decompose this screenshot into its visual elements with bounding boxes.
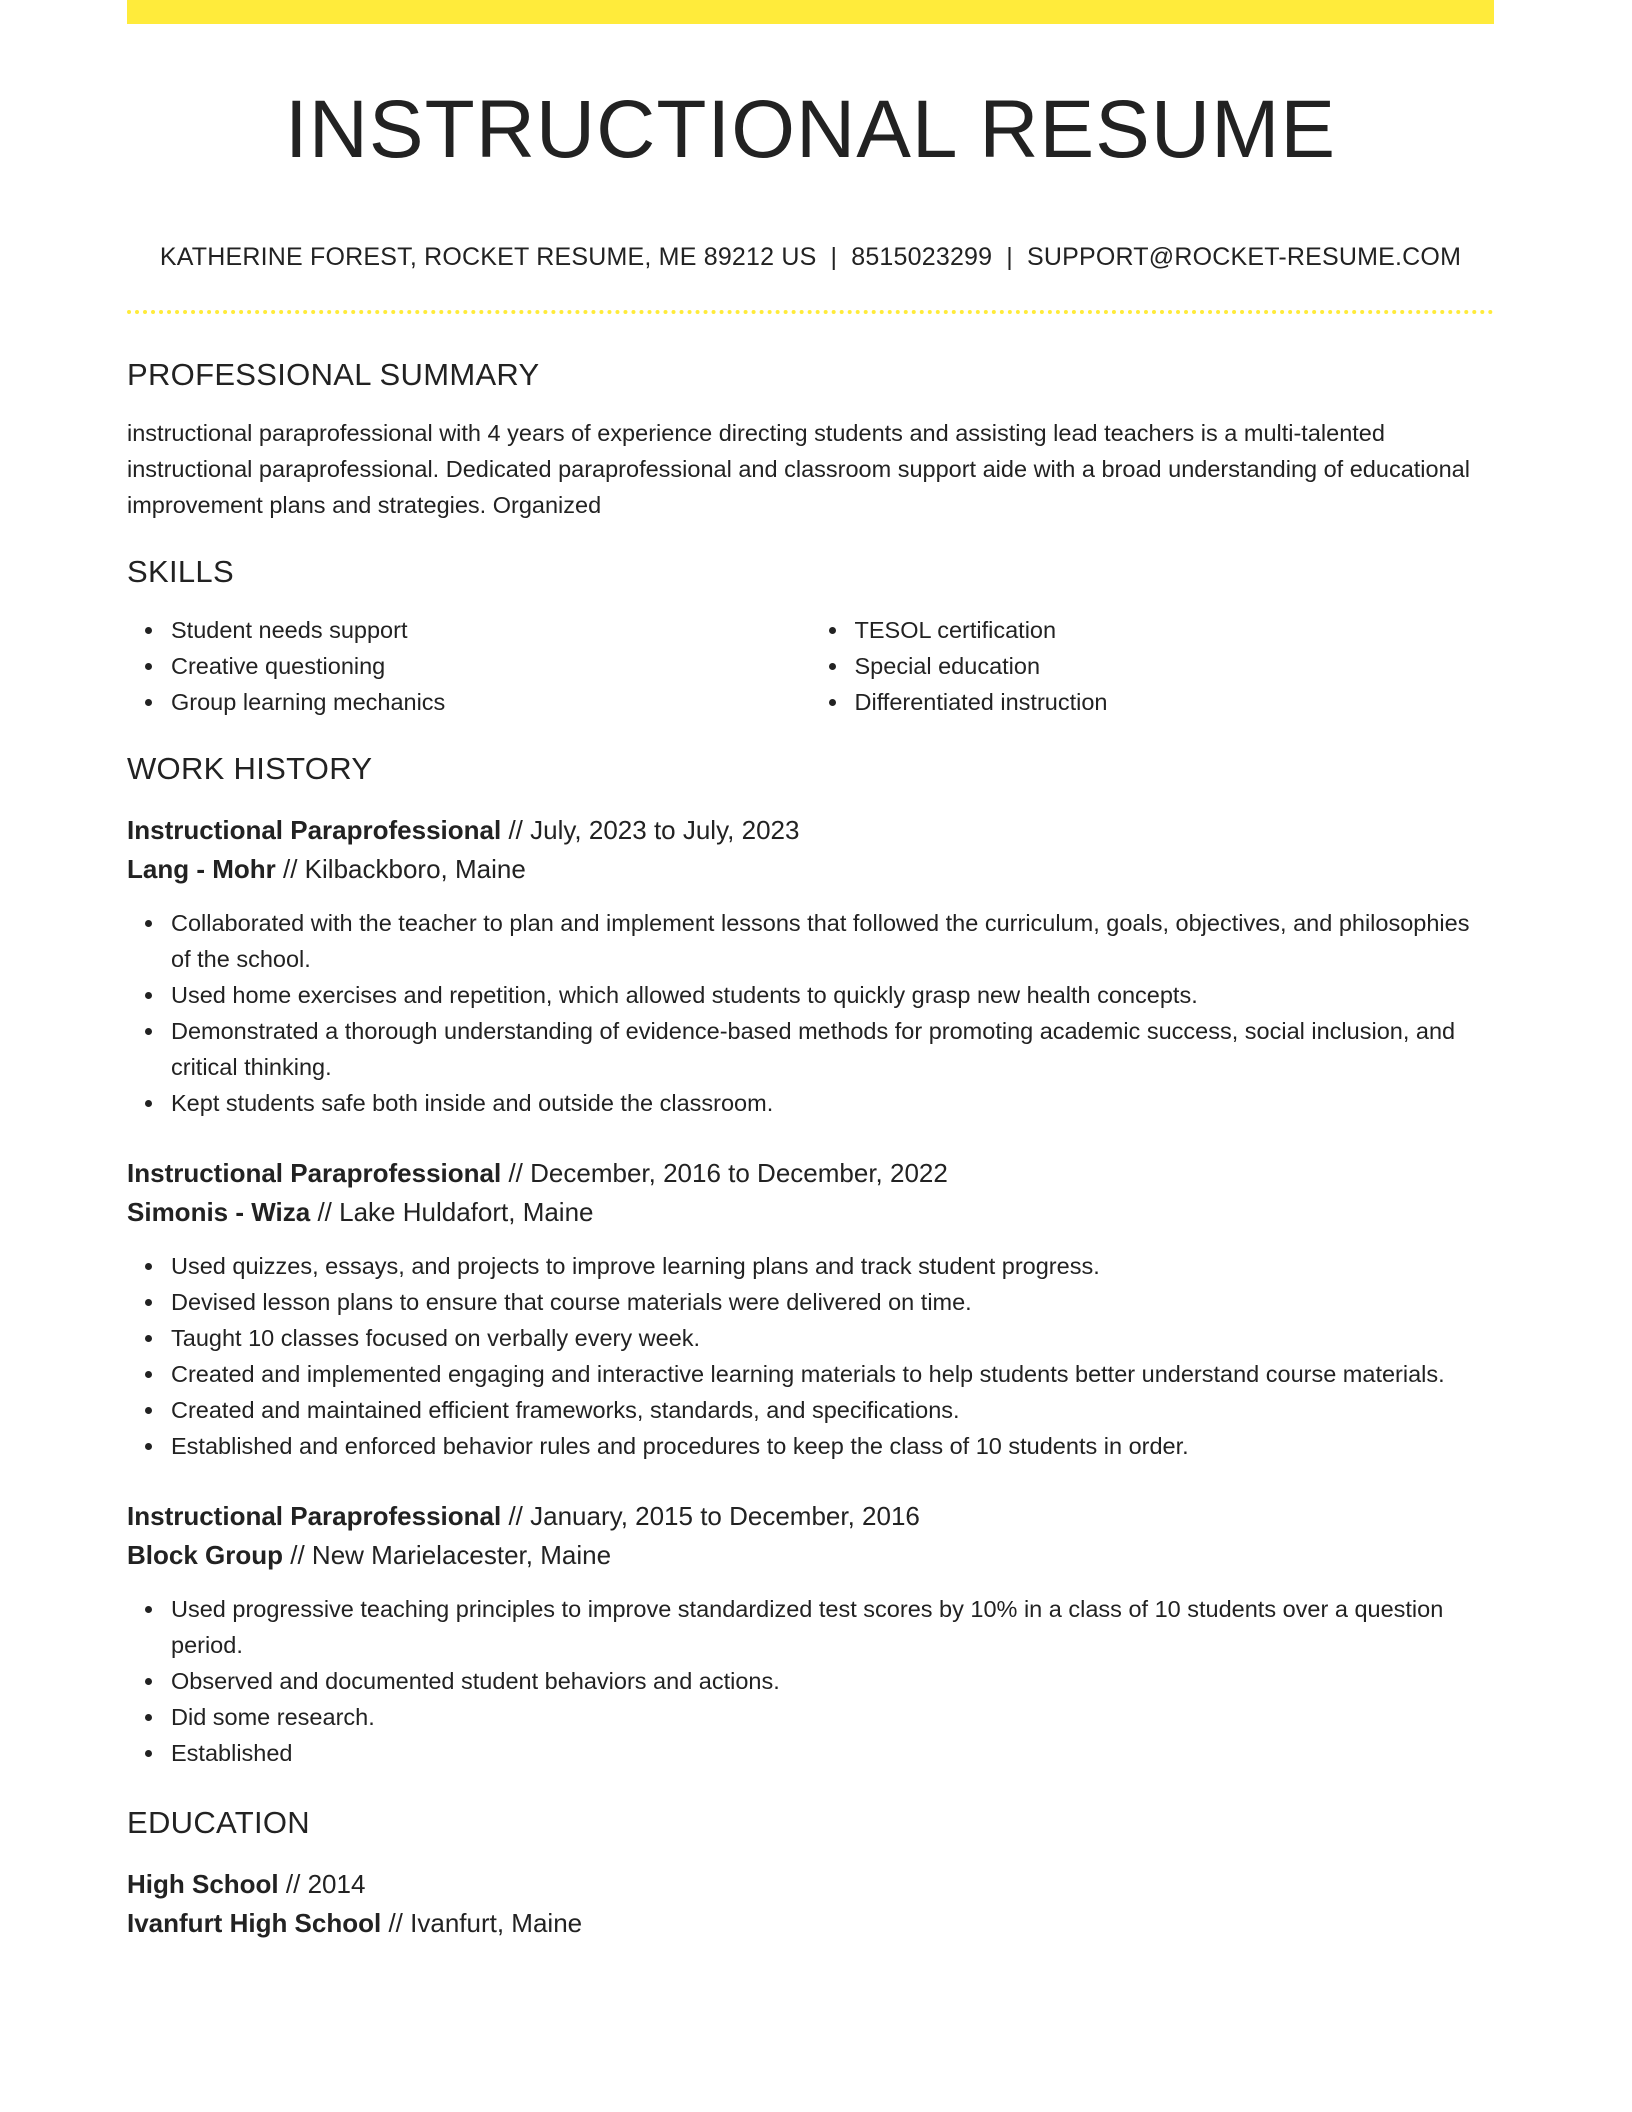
education-location: Ivanfurt, Maine xyxy=(410,1908,583,1938)
job-bullets xyxy=(127,905,1494,1121)
job-company: Block Group xyxy=(127,1540,284,1570)
field-separator: // xyxy=(310,1197,340,1227)
skills-heading: SKILLS xyxy=(127,554,234,589)
job-company-line xyxy=(127,850,1494,889)
job-bullet: Demonstrated a thorough understanding of evidence-based methods for promoting academic success, social inclusion, and critical thinking. xyxy=(171,1013,1494,1085)
job-entry xyxy=(127,1497,1494,1771)
resume-page xyxy=(127,0,1494,1943)
job-bullet: Used progressive teaching principles to improve standardized test scores by 10% in a class of 10 students over a question period. xyxy=(171,1591,1494,1663)
job-title-line xyxy=(127,1154,1494,1193)
job-title-line xyxy=(127,1497,1494,1536)
field-separator: // xyxy=(501,1501,531,1531)
contact-email: SUPPORT@ROCKET-RESUME.COM xyxy=(1026,243,1462,271)
skill-item: Student needs support xyxy=(171,612,811,648)
field-separator: // xyxy=(501,1158,531,1188)
job-bullet: Taught 10 classes focused on verbally every week. xyxy=(171,1320,1494,1356)
skill-item: Special education xyxy=(855,648,1495,684)
contact-separator: | xyxy=(1006,243,1013,271)
job-company: Simonis - Wiza xyxy=(127,1197,311,1227)
job-bullet: Collaborated with the teacher to plan and implement lessons that followed the curriculum, goals, objectives, and philosophies of the school. xyxy=(171,905,1494,977)
job-entry xyxy=(127,811,1494,1121)
accent-top-bar xyxy=(127,0,1494,24)
job-location: Kilbackboro, Maine xyxy=(304,854,526,884)
job-title: Instructional Paraprofessional xyxy=(127,1158,502,1188)
skills-grid xyxy=(127,612,1494,720)
job-bullets xyxy=(127,1248,1494,1464)
education-degree-line xyxy=(127,1865,1494,1904)
job-dates: January, 2015 to December, 2016 xyxy=(530,1501,920,1531)
contact-phone: 8515023299 xyxy=(851,243,993,271)
skill-item: Differentiated instruction xyxy=(855,684,1495,720)
summary-heading: PROFESSIONAL SUMMARY xyxy=(127,357,540,392)
job-location: New Marielacester, Maine xyxy=(311,1540,612,1570)
job-bullet: Created and implemented engaging and interactive learning materials to help students better understand course materials. xyxy=(171,1356,1494,1392)
contact-line xyxy=(127,242,1494,272)
skills-column-right xyxy=(811,612,1495,720)
field-separator: // xyxy=(381,1908,411,1938)
job-dates: July, 2023 to July, 2023 xyxy=(530,815,800,845)
job-title: Instructional Paraprofessional xyxy=(127,1501,502,1531)
dotted-divider xyxy=(127,310,1494,314)
job-entry xyxy=(127,1154,1494,1464)
job-bullet: Created and maintained efficient frameworks, standards, and specifications. xyxy=(171,1392,1494,1428)
education-heading: EDUCATION xyxy=(127,1805,310,1840)
field-separator: // xyxy=(275,854,305,884)
job-bullet: Used quizzes, essays, and projects to improve learning plans and track student progress. xyxy=(171,1248,1494,1284)
job-bullets xyxy=(127,1591,1494,1771)
resume-title: INSTRUCTIONAL RESUME xyxy=(284,84,1337,175)
contact-separator: | xyxy=(830,243,838,271)
education-school-line xyxy=(127,1904,1494,1943)
job-bullet: Observed and documented student behaviors and actions. xyxy=(171,1663,1494,1699)
skill-item: TESOL certification xyxy=(855,612,1495,648)
job-company-line xyxy=(127,1536,1494,1575)
job-bullet: Kept students safe both inside and outside the classroom. xyxy=(171,1085,1494,1121)
skill-item: Creative questioning xyxy=(171,648,811,684)
job-title: Instructional Paraprofessional xyxy=(127,815,502,845)
job-dates: December, 2016 to December, 2022 xyxy=(530,1158,948,1188)
field-separator: // xyxy=(501,815,531,845)
skill-item: Group learning mechanics xyxy=(171,684,811,720)
job-title-line xyxy=(127,811,1494,850)
job-bullet: Devised lesson plans to ensure that course materials were delivered on time. xyxy=(171,1284,1494,1320)
skills-column-left xyxy=(127,612,811,720)
contact-address: KATHERINE FOREST, ROCKET RESUME, ME 89212 US xyxy=(159,243,817,271)
education-year: 2014 xyxy=(307,1869,366,1899)
job-bullet: Did some research. xyxy=(171,1699,1494,1735)
job-company-line xyxy=(127,1193,1494,1232)
job-bullet: Established and enforced behavior rules and procedures to keep the class of 10 students in order. xyxy=(171,1428,1494,1464)
education-school: Ivanfurt High School xyxy=(127,1908,382,1938)
job-bullet: Established xyxy=(171,1735,1494,1771)
field-separator: // xyxy=(278,1869,308,1899)
education-degree: High School xyxy=(127,1869,279,1899)
summary-text: instructional paraprofessional with 4 years of experience directing students and assisting lead teachers is a multi-talented instructional paraprofessional. Dedicated paraprofessional and classroom support aide with a broad understanding of educational improvement plans and strategies. Organized xyxy=(127,420,1470,518)
job-bullet: Used home exercises and repetition, which allowed students to quickly grasp new health concepts. xyxy=(171,977,1494,1013)
education-entry xyxy=(127,1865,1494,1943)
field-separator: // xyxy=(283,1540,312,1570)
job-location: Lake Huldafort, Maine xyxy=(339,1197,594,1227)
job-company: Lang - Mohr xyxy=(127,854,276,884)
work-history-heading: WORK HISTORY xyxy=(127,751,373,786)
